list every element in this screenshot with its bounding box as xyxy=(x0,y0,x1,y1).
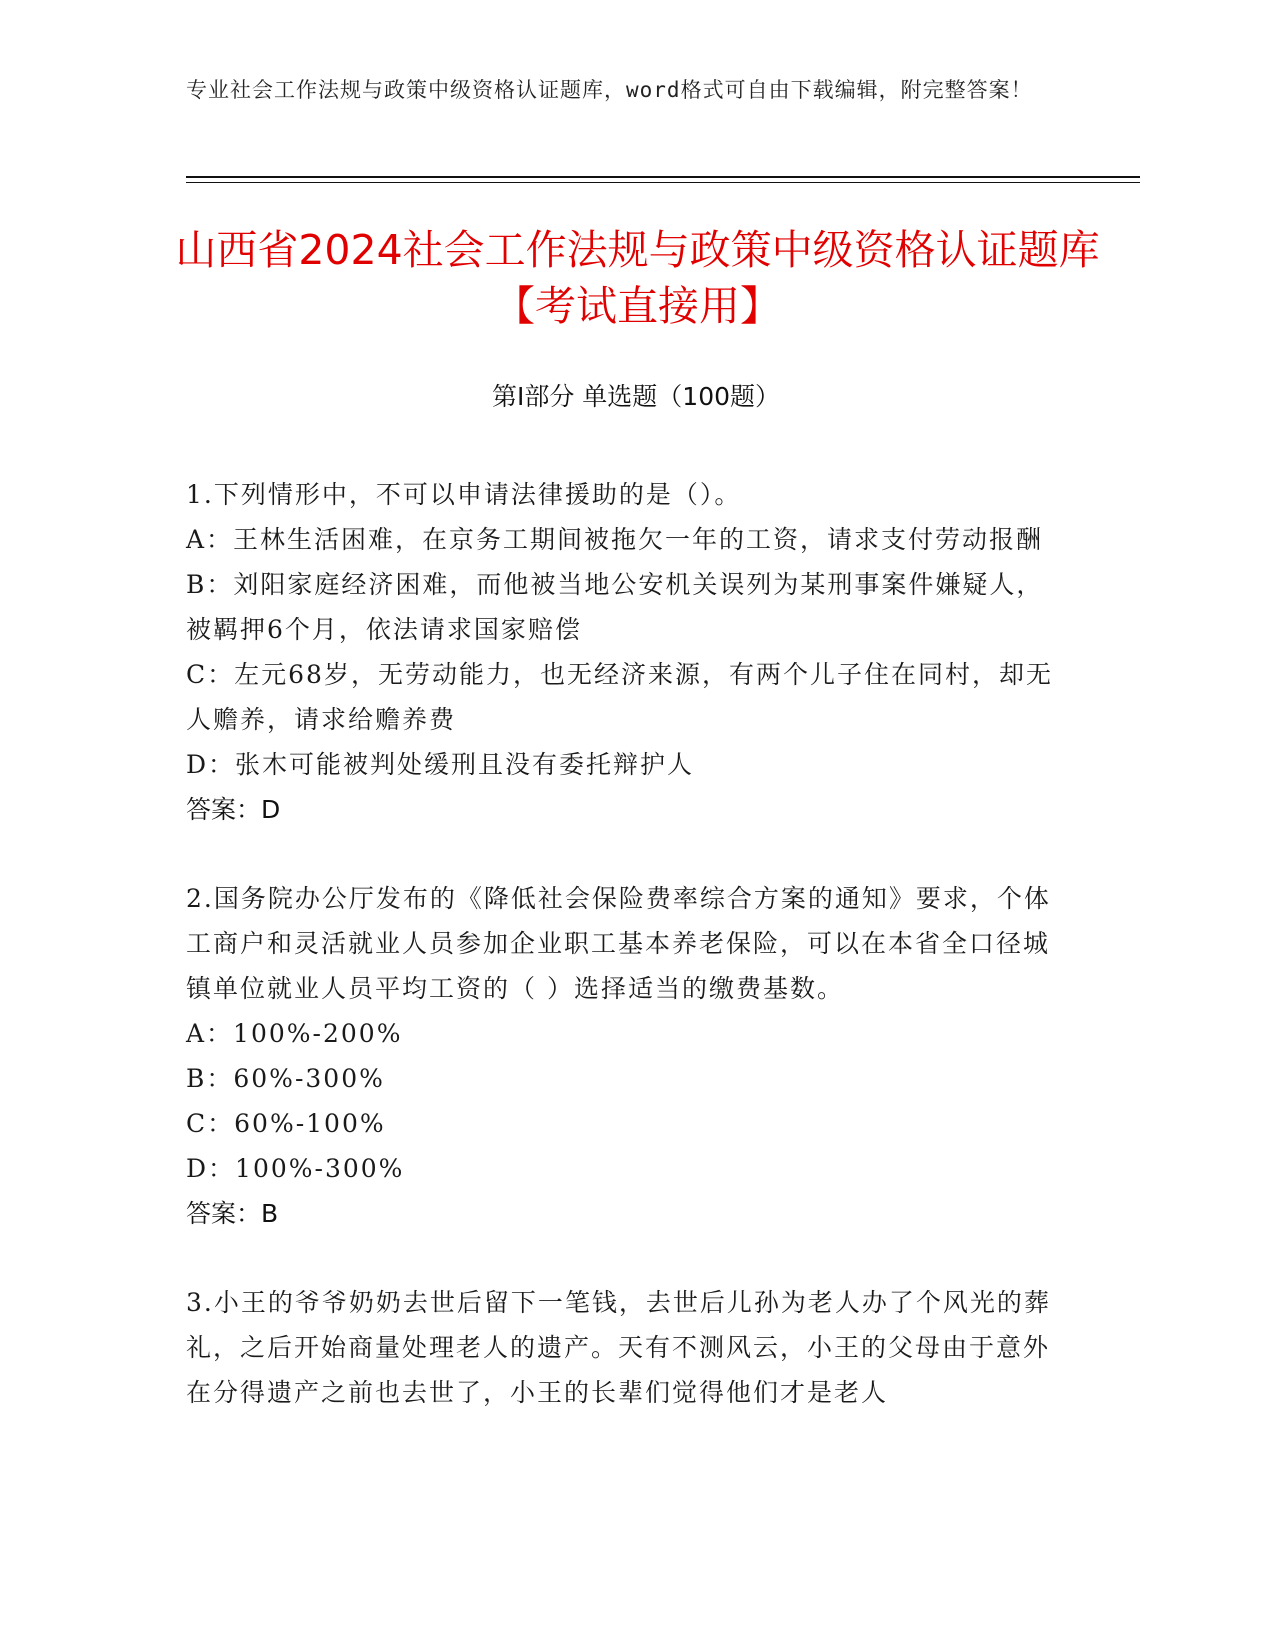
question-stem: 3.小王的爷爷奶奶去世后留下一笔钱，去世后儿孙为老人办了个风光的葬礼，之后开始商量处理老人的遗产。天有不测风云，小王的父母由于意外在分得遗产之前也去世了，小王的长辈们觉得他们才是老人 xyxy=(186,1288,1051,1407)
option-c: C：左元68岁，无劳动能力，也无经济来源，有两个儿子住在同村，却无人赡养，请求给赡养费 xyxy=(186,660,1053,734)
answer: 答案：D xyxy=(186,795,281,824)
answer: 答案：B xyxy=(186,1199,279,1228)
option-b: B：刘阳家庭经济困难，而他被当地公安机关误列为某刑事案件嫌疑人，被羁押6个月，依法请求国家赔偿 xyxy=(186,570,1044,644)
option-b: B：60%-300% xyxy=(186,1064,385,1093)
header-divider-thick xyxy=(186,176,1140,178)
question-stem: 1.下列情形中，不可以申请法律援助的是（）。 xyxy=(186,480,742,509)
option-d: D：100%-300% xyxy=(186,1154,405,1183)
option-a: A：100%-200% xyxy=(186,1019,403,1048)
header-divider-thin xyxy=(186,182,1140,183)
document-title: 山西省2024社会工作法规与政策中级资格认证题库【考试直接用】 xyxy=(175,226,1100,330)
question-3 xyxy=(186,1280,1066,1415)
question-1 xyxy=(186,472,1066,832)
question-stem: 2.国务院办公厅发布的《降低社会保险费率综合方案的通知》要求，个体工商户和灵活就业人员参加企业职工基本养老保险，可以在本省全口径城镇单位就业人员平均工资的（ ）选择适当的缴费基数。 xyxy=(186,884,1051,1003)
question-2 xyxy=(186,876,1066,1236)
header-note: 专业社会工作法规与政策中级资格认证题库，word格式可自由下载编辑，附完整答案！ xyxy=(186,78,1033,102)
option-d: D：张木可能被判处缓刑且没有委托辩护人 xyxy=(186,750,695,779)
section-heading: 第Ⅰ部分 单选题（100题） xyxy=(491,382,781,411)
question-list xyxy=(186,472,1066,1459)
option-c: C：60%-100% xyxy=(186,1109,386,1138)
option-a: A：王林生活困难，在京务工期间被拖欠一年的工资，请求支付劳动报酬 xyxy=(186,525,1044,554)
